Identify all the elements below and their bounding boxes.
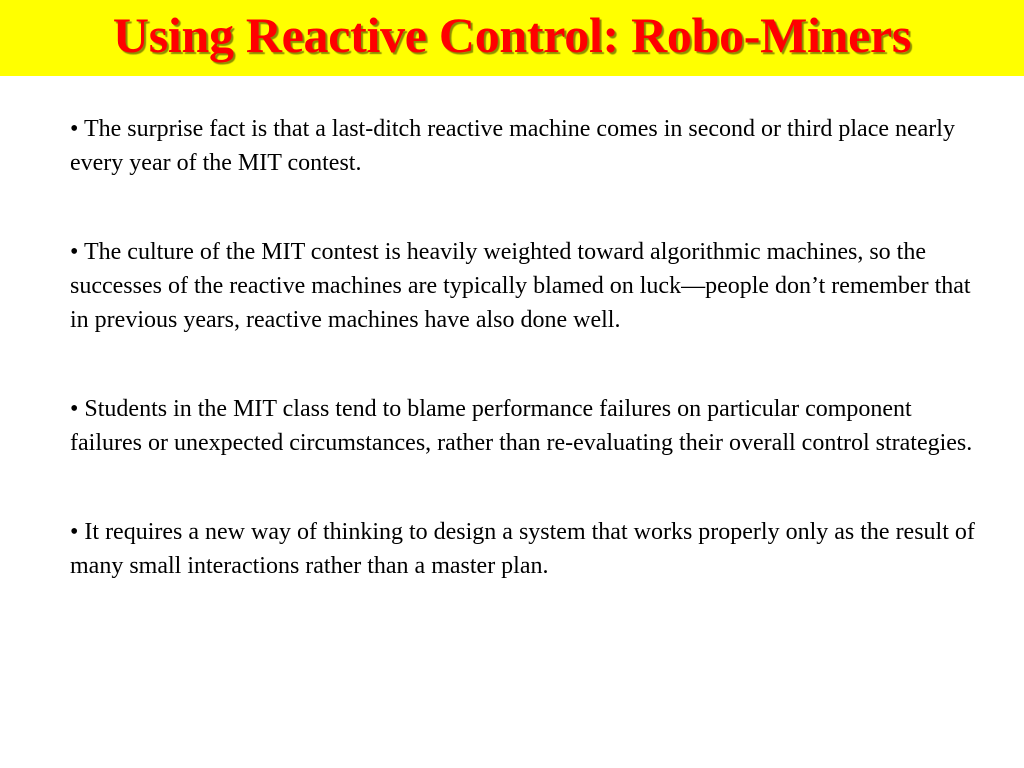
bullet-icon: •	[70, 239, 79, 265]
slide-title: Using Reactive Control: Robo-Miners	[112, 7, 912, 63]
title-bar	[0, 0, 1024, 76]
bullet-item	[70, 235, 975, 337]
slide-body	[70, 112, 975, 638]
bullet-text: Students in the MIT class tend to blame performance failures on particular component failures or unexpected circumstances, rather than re-evaluating their overall control strategies.	[70, 396, 973, 456]
bullet-item	[70, 515, 975, 583]
bullet-icon: •	[70, 519, 79, 545]
bullet-text: The culture of the MIT contest is heavily weighted toward algorithmic machines, so the successes of the reactive machines are typically blamed on luck—people don’t remember that in previous years, reactive machines have also done well.	[70, 239, 971, 333]
bullet-item	[70, 392, 975, 460]
bullet-icon: •	[70, 396, 79, 422]
bullet-text: It requires a new way of thinking to design a system that works properly only as the result of many small interactions rather than a master plan.	[70, 519, 975, 579]
bullet-item	[70, 112, 975, 180]
bullet-icon: •	[70, 116, 79, 142]
bullet-text: The surprise fact is that a last-ditch reactive machine comes in second or third place nearly every year of the MIT contest.	[70, 116, 955, 176]
